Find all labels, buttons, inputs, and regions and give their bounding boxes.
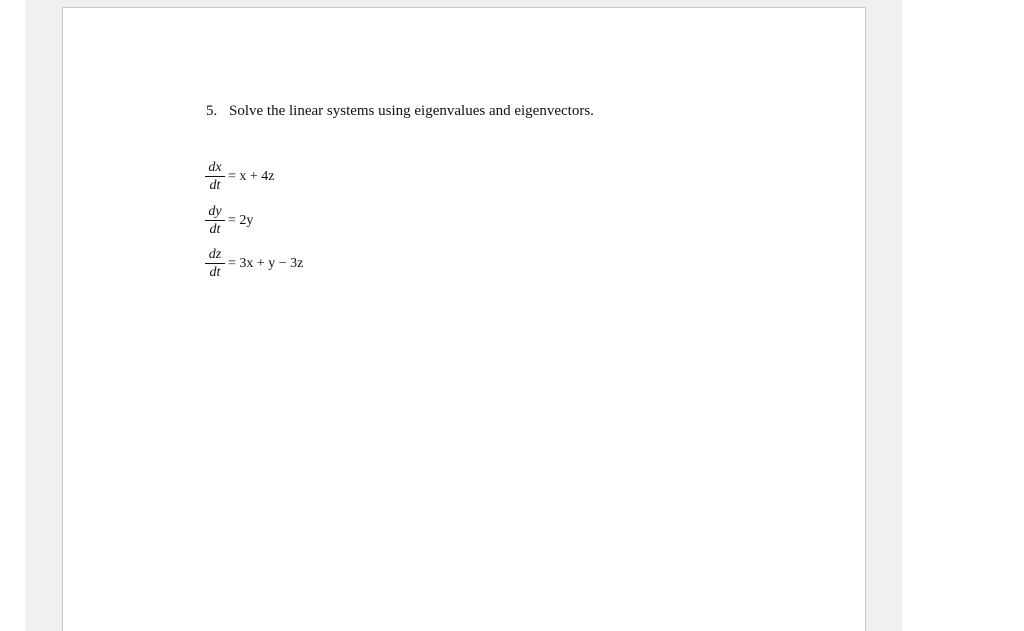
fraction-bar	[205, 176, 225, 177]
fraction-denominator: dt	[209, 222, 221, 237]
equation-dx	[205, 160, 275, 193]
problem-statement	[206, 103, 594, 120]
fraction-bar	[205, 263, 225, 264]
problem-text: Solve the linear systems using eigenvalues and eigenvectors.	[229, 103, 594, 119]
equation-rhs: = 3x + y − 3z	[228, 255, 304, 271]
fraction-numerator: dx	[208, 160, 222, 175]
derivative-fraction	[205, 204, 225, 237]
equation-dz	[205, 247, 303, 280]
derivative-fraction	[205, 247, 225, 280]
fraction-bar	[205, 220, 225, 221]
derivative-fraction	[205, 160, 225, 193]
document-page	[62, 7, 866, 631]
equation-rhs: = 2y	[228, 212, 254, 228]
fraction-numerator: dz	[208, 247, 222, 262]
problem-number: 5.	[206, 103, 218, 119]
equation-rhs: = x + 4z	[228, 168, 275, 184]
equation-dy	[205, 204, 253, 237]
fraction-denominator: dt	[209, 265, 221, 280]
fraction-denominator: dt	[209, 178, 221, 193]
fraction-numerator: dy	[208, 204, 222, 219]
